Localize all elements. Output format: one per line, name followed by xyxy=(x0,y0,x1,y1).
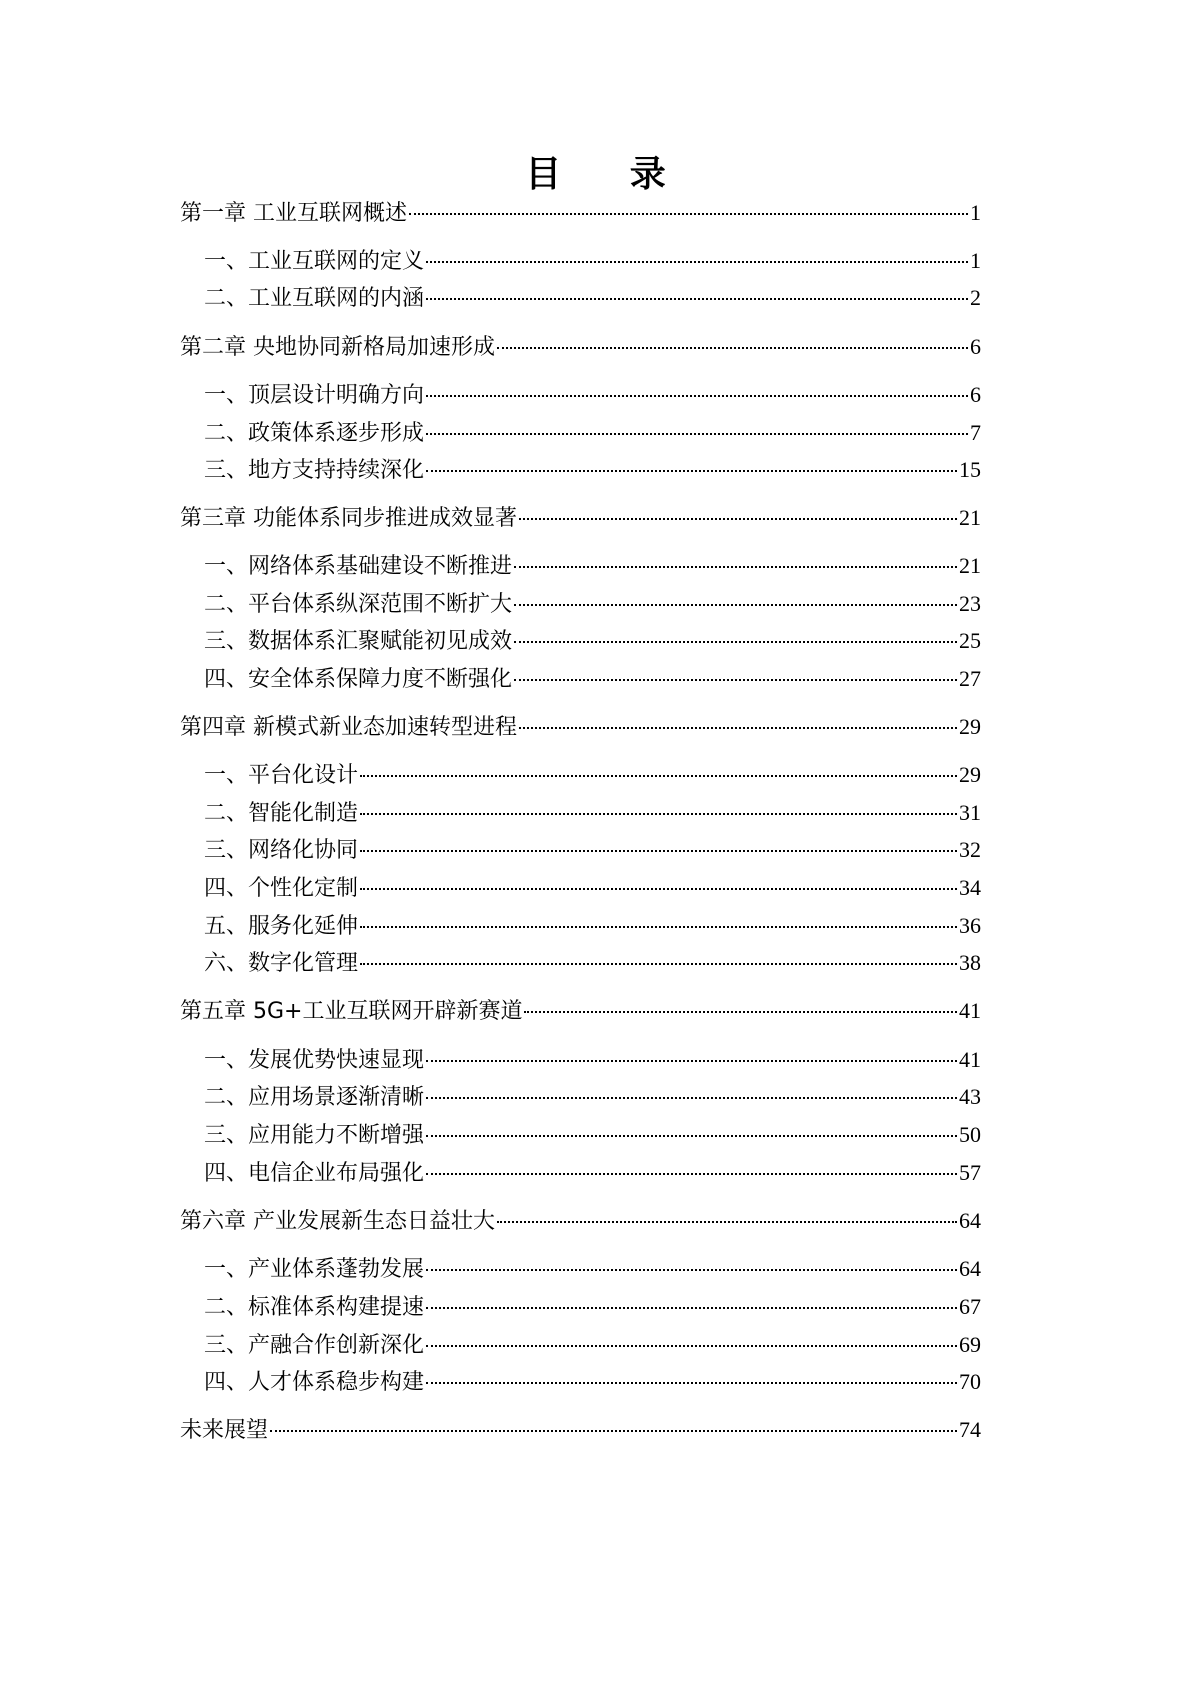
dot-leader xyxy=(426,470,957,472)
dot-leader xyxy=(360,775,957,777)
toc-entry-page-number: 27 xyxy=(959,666,981,691)
dot-leader xyxy=(426,298,968,300)
toc-entry-label: 三、网络化协同 xyxy=(204,838,359,863)
toc-section-entry[interactable] xyxy=(204,626,981,656)
toc-entry-label: 一、产业体系蓬勃发展 xyxy=(204,1257,425,1282)
toc-entry-label: 三、数据体系汇聚赋能初见成效 xyxy=(204,629,513,654)
toc-entry-page-number: 31 xyxy=(959,800,981,825)
toc-entry-page-number: 34 xyxy=(959,875,981,900)
toc-section-entry[interactable] xyxy=(204,1254,981,1284)
toc-entry-label: 第二章 央地协同新格局加速形成 xyxy=(180,335,495,360)
dot-leader xyxy=(426,1097,957,1099)
toc-entry-page-number: 7 xyxy=(970,420,981,445)
toc-section-entry[interactable] xyxy=(204,283,981,313)
toc-section-entry[interactable] xyxy=(204,948,981,978)
toc-entry-page-number: 43 xyxy=(959,1084,981,1109)
toc-section-entry[interactable] xyxy=(204,1045,981,1075)
toc-entry-label: 未来展望 xyxy=(180,1418,269,1443)
toc-entry-page-number: 41 xyxy=(959,1047,981,1072)
dot-leader xyxy=(514,604,957,606)
dot-leader xyxy=(426,433,968,435)
toc-entry-page-number: 70 xyxy=(959,1369,981,1394)
toc-entry-outlook[interactable] xyxy=(180,1415,981,1445)
toc-entry-page-number: 69 xyxy=(959,1332,981,1357)
toc-entry-page-number: 57 xyxy=(959,1160,981,1185)
toc-entry-label: 一、发展优势快速显现 xyxy=(204,1048,425,1073)
toc-entry-label: 四、电信企业布局强化 xyxy=(204,1161,425,1186)
toc-entry-page-number: 15 xyxy=(959,457,981,482)
toc-chapter-entry[interactable] xyxy=(180,996,981,1026)
toc-chapter-entry[interactable] xyxy=(180,332,981,362)
toc-entry-label: 四、安全体系保障力度不断强化 xyxy=(204,667,513,692)
toc-chapter-entry[interactable] xyxy=(180,503,981,533)
toc-section-entry[interactable] xyxy=(204,911,981,941)
dot-leader xyxy=(519,727,957,729)
dot-leader xyxy=(426,395,968,397)
toc-entry-page-number: 41 xyxy=(959,998,981,1023)
dot-leader xyxy=(426,1345,957,1347)
toc-entry-label: 三、应用能力不断增强 xyxy=(204,1123,425,1148)
toc-section-entry[interactable] xyxy=(204,1082,981,1112)
toc-entry-label: 二、应用场景逐渐清晰 xyxy=(204,1085,425,1110)
toc-section-entry[interactable] xyxy=(204,589,981,619)
dot-leader xyxy=(524,1011,957,1013)
toc-section-entry[interactable] xyxy=(204,246,981,276)
toc-entry-label: 一、网络体系基础建设不断推进 xyxy=(204,554,513,579)
toc-entry-page-number: 23 xyxy=(959,591,981,616)
toc-entry-label: 三、产融合作创新深化 xyxy=(204,1333,425,1358)
toc-entry-label: 二、政策体系逐步形成 xyxy=(204,421,425,446)
toc-section-entry[interactable] xyxy=(204,760,981,790)
toc-section-entry[interactable] xyxy=(204,835,981,865)
toc-entry-page-number: 2 xyxy=(970,285,981,310)
toc-entry-page-number: 1 xyxy=(970,200,981,225)
toc-entry-page-number: 6 xyxy=(970,334,981,359)
toc-entry-page-number: 1 xyxy=(970,248,981,273)
dot-leader xyxy=(426,1135,957,1137)
toc-entry-label: 三、地方支持持续深化 xyxy=(204,458,425,483)
dot-leader xyxy=(519,518,957,520)
toc-section-entry[interactable] xyxy=(204,664,981,694)
toc-entry-page-number: 64 xyxy=(959,1208,981,1233)
toc-section-entry[interactable] xyxy=(204,873,981,903)
toc-entry-page-number: 32 xyxy=(959,837,981,862)
toc-entry-page-number: 38 xyxy=(959,950,981,975)
toc-chapter-entry[interactable] xyxy=(180,712,981,742)
toc-entry-page-number: 25 xyxy=(959,628,981,653)
page-title: 目 录 xyxy=(525,154,694,195)
toc-entry-page-number: 36 xyxy=(959,913,981,938)
toc-entry-label: 四、个性化定制 xyxy=(204,876,359,901)
dot-leader xyxy=(497,1221,957,1223)
toc-entry-page-number: 67 xyxy=(959,1294,981,1319)
toc-entry-page-number: 21 xyxy=(959,505,981,530)
dot-leader xyxy=(426,261,968,263)
toc-entry-page-number: 29 xyxy=(959,714,981,739)
toc-entry-label: 第三章 功能体系同步推进成效显著 xyxy=(180,506,517,531)
toc-entry-page-number: 64 xyxy=(959,1256,981,1281)
dot-leader xyxy=(426,1269,957,1271)
toc-entry-label: 第五章 5G+工业互联网开辟新赛道 xyxy=(180,999,523,1024)
toc-section-entry[interactable] xyxy=(204,798,981,828)
toc-entry-page-number: 50 xyxy=(959,1122,981,1147)
toc-section-entry[interactable] xyxy=(204,551,981,581)
dot-leader xyxy=(360,850,957,852)
toc-section-entry[interactable] xyxy=(204,1292,981,1322)
dot-leader xyxy=(360,963,957,965)
toc-entry-label: 一、顶层设计明确方向 xyxy=(204,383,425,408)
dot-leader xyxy=(426,1307,957,1309)
toc-section-entry[interactable] xyxy=(204,1120,981,1150)
dot-leader xyxy=(360,888,957,890)
dot-leader xyxy=(514,566,957,568)
dot-leader xyxy=(409,213,968,215)
toc-entry-label: 五、服务化延伸 xyxy=(204,914,359,939)
dot-leader xyxy=(270,1430,957,1432)
dot-leader xyxy=(497,347,968,349)
toc-entry-label: 一、工业互联网的定义 xyxy=(204,249,425,274)
toc-entry-label: 二、工业互联网的内涵 xyxy=(204,286,425,311)
toc-section-entry[interactable] xyxy=(204,1158,981,1188)
toc-entry-page-number: 21 xyxy=(959,553,981,578)
toc-entry-label: 六、数字化管理 xyxy=(204,951,359,976)
toc-chapter-entry[interactable] xyxy=(180,1206,981,1236)
toc-entry-label: 第六章 产业发展新生态日益壮大 xyxy=(180,1209,495,1234)
toc-entry-label: 第一章 工业互联网概述 xyxy=(180,201,407,226)
toc-entry-label: 二、智能化制造 xyxy=(204,801,359,826)
toc-entry-page-number: 29 xyxy=(959,762,981,787)
dot-leader xyxy=(514,641,957,643)
toc-entry-label: 二、平台体系纵深范围不断扩大 xyxy=(204,592,513,617)
toc-entry-label: 四、人才体系稳步构建 xyxy=(204,1370,425,1395)
toc-chapter-entry[interactable] xyxy=(180,198,981,228)
toc-section-entry[interactable] xyxy=(204,1367,981,1397)
dot-leader xyxy=(426,1060,957,1062)
toc-entry-page-number: 6 xyxy=(970,382,981,407)
toc-entry-label: 一、平台化设计 xyxy=(204,763,359,788)
dot-leader xyxy=(426,1173,957,1175)
dot-leader xyxy=(360,926,957,928)
toc-section-entry[interactable] xyxy=(204,455,981,485)
toc-entry-label: 第四章 新模式新业态加速转型进程 xyxy=(180,715,517,740)
toc-section-entry[interactable] xyxy=(204,380,981,410)
toc-entry-label: 二、标准体系构建提速 xyxy=(204,1295,425,1320)
toc-entry-page-number: 74 xyxy=(959,1417,981,1442)
toc-section-entry[interactable] xyxy=(204,1330,981,1360)
dot-leader xyxy=(426,1382,957,1384)
dot-leader xyxy=(360,813,957,815)
dot-leader xyxy=(514,679,957,681)
toc-section-entry[interactable] xyxy=(204,418,981,448)
